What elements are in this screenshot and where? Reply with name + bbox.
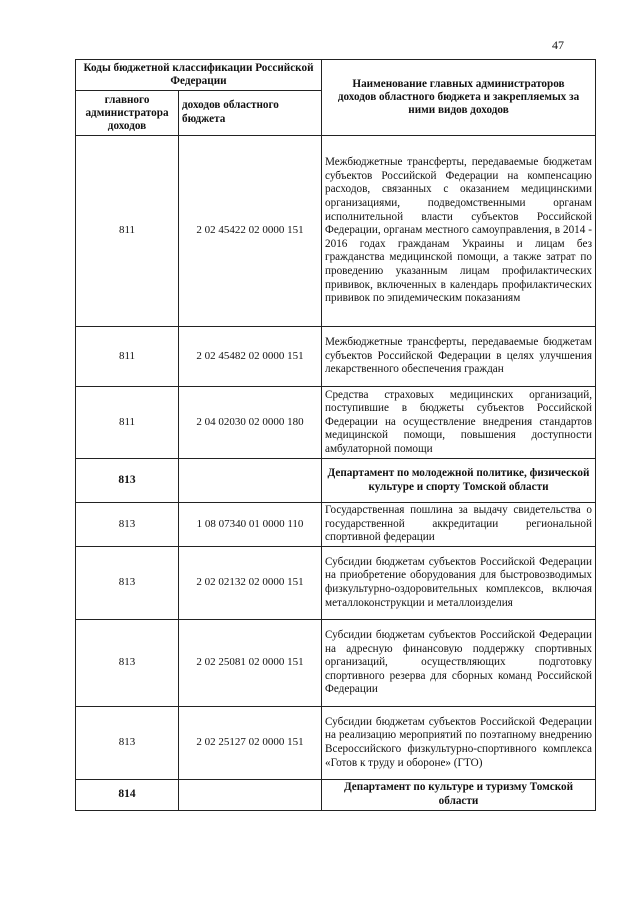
income-description: Межбюджетные трансферты, передаваемые бюджетам субъектов Российской Федерации на компенсацию расходов, связанных с оказанием медицинскими организациями, подведомственными органам исполнительной власти субъектов Российской Федерации, органам местного самоуправления, в 2014 - 2016 годах гражданам Украины и лицам без гражданства медицинской помощи, а также затрат по проведению указанным лицам профилактических прививок, включенных в календарь профилактических прививок по эпидемическим показаниям [322, 136, 596, 327]
income-description: Субсидии бюджетам субъектов Российской Федерации на реализацию мероприятий по поэтапному внедрению Всероссийского физкультурно-спортивного комплекса «Готов к труду и обороне» (ГТО) [322, 707, 596, 780]
income-code: 2 04 02030 02 0000 180 [179, 387, 322, 459]
income-code: 2 02 25127 02 0000 151 [179, 707, 322, 780]
page-number: 47 [552, 38, 564, 52]
income-description: Субсидии бюджетам субъектов Российской Федерации на приобретение оборудования для быстровозводимых физкультурно-оздоровительных комплексов, включая металлоконструкции и металлоизделия [322, 547, 596, 620]
income-code: 1 08 07340 01 0000 110 [179, 503, 322, 547]
header-row-1 [76, 60, 596, 91]
table-row [76, 707, 596, 780]
table-row [76, 387, 596, 459]
table-row [76, 503, 596, 547]
admin-code: 813 [76, 503, 179, 547]
department-row [76, 780, 596, 811]
admin-code: 811 [76, 387, 179, 459]
income-description: Субсидии бюджетам субъектов Российской Федерации на адресную финансовую поддержку спортивных организаций, осуществляющих подготовку спортивного резерва для сборных команд Российской Федерации [322, 620, 596, 707]
admin-code: 813 [76, 707, 179, 780]
income-code: 2 02 25081 02 0000 151 [179, 620, 322, 707]
income-description: Межбюджетные трансферты, передаваемые бюджетам субъектов Российской Федерации в целях улучшения лекарственного обеспечения граждан [322, 327, 596, 387]
header-income-column: доходов областного бюджета [179, 91, 322, 136]
admin-code: 811 [76, 327, 179, 387]
department-name: Департамент по молодежной политике, физической культуре и спорту Томской области [322, 459, 596, 503]
income-code: 2 02 45482 02 0000 151 [179, 327, 322, 387]
table-row [76, 620, 596, 707]
admin-code: 813 [76, 547, 179, 620]
income-description: Средства страховых медицинских организаций, поступившие в бюджеты субъектов Российской Федерации на осуществление внедрения стандартов медицинской помощи, повышения доступности амбулаторной помощи [322, 387, 596, 459]
income-description: Государственная пошлина за выдачу свидетельства о государственной аккредитации региональной спортивной федерации [322, 503, 596, 547]
income-code [179, 780, 322, 811]
income-code: 2 02 45422 02 0000 151 [179, 136, 322, 327]
table-row [76, 327, 596, 387]
header-admin-column: главного администратора доходов [76, 91, 179, 136]
budget-classification-table [75, 59, 596, 811]
header-name-column: Наименование главных администраторов доходов областного бюджета и закрепляемых за ними видов доходов [322, 60, 596, 136]
department-code: 813 [76, 459, 179, 503]
department-row [76, 459, 596, 503]
department-name: Департамент по культуре и туризму Томской области [322, 780, 596, 811]
income-code: 2 02 02132 02 0000 151 [179, 547, 322, 620]
table-row [76, 136, 596, 327]
admin-code: 813 [76, 620, 179, 707]
header-group-title: Коды бюджетной классификации Российской Федерации [76, 60, 322, 91]
admin-code: 811 [76, 136, 179, 327]
income-code [179, 459, 322, 503]
table-row [76, 547, 596, 620]
department-code: 814 [76, 780, 179, 811]
